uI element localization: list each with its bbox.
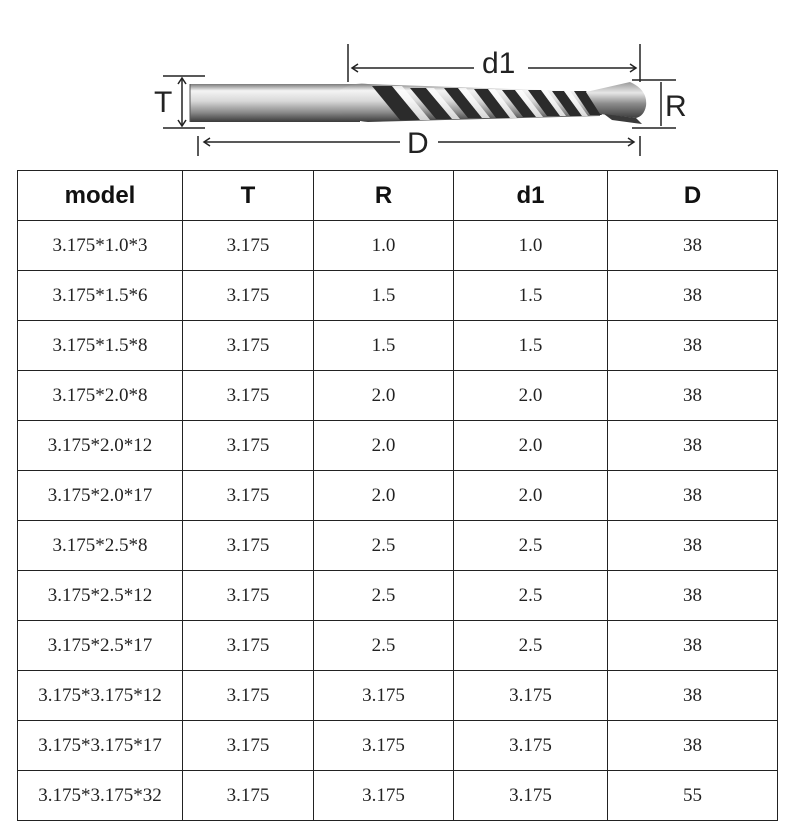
header-d1: d1: [454, 171, 608, 221]
table-row: [18, 571, 778, 621]
cell-d1: 2.0: [454, 471, 608, 521]
cell-r: 2.5: [314, 571, 454, 621]
label-d: D: [407, 127, 429, 160]
table-row: [18, 521, 778, 571]
cell-model: 3.175*1.0*3: [18, 221, 183, 271]
cell-d: 38: [608, 271, 778, 321]
cell-t: 3.175: [183, 571, 314, 621]
header-d: D: [608, 171, 778, 221]
cell-model: 3.175*2.5*8: [18, 521, 183, 571]
table-row: [18, 221, 778, 271]
cell-d1: 1.0: [454, 221, 608, 271]
cell-model: 3.175*2.5*17: [18, 621, 183, 671]
cell-d: 38: [608, 321, 778, 371]
cell-d1: 2.0: [454, 421, 608, 471]
label-d1: d1: [482, 47, 516, 80]
table-row: [18, 321, 778, 371]
cell-d: 38: [608, 421, 778, 471]
table-row: [18, 371, 778, 421]
cell-t: 3.175: [183, 771, 314, 821]
cell-model: 3.175*3.175*12: [18, 671, 183, 721]
cell-model: 3.175*1.5*6: [18, 271, 183, 321]
table-row: [18, 721, 778, 771]
cell-d1: 1.5: [454, 321, 608, 371]
cell-t: 3.175: [183, 221, 314, 271]
cell-t: 3.175: [183, 321, 314, 371]
header-model: model: [18, 171, 183, 221]
cell-d: 38: [608, 621, 778, 671]
cell-d: 38: [608, 371, 778, 421]
cell-d1: 3.175: [454, 771, 608, 821]
cell-d: 55: [608, 771, 778, 821]
table-row: [18, 471, 778, 521]
cell-d1: 3.175: [454, 671, 608, 721]
cell-model: 3.175*2.0*8: [18, 371, 183, 421]
cell-model: 3.175*3.175*17: [18, 721, 183, 771]
cell-d: 38: [608, 671, 778, 721]
cell-d1: 2.0: [454, 371, 608, 421]
cell-r: 3.175: [314, 671, 454, 721]
cell-r: 2.5: [314, 621, 454, 671]
cell-model: 3.175*2.0*12: [18, 421, 183, 471]
table-header-row: [18, 171, 778, 221]
specification-table: [17, 170, 778, 821]
cell-d1: 2.5: [454, 521, 608, 571]
cell-d1: 3.175: [454, 721, 608, 771]
cell-t: 3.175: [183, 621, 314, 671]
cell-r: 2.0: [314, 421, 454, 471]
end-mill-drawing: [0, 0, 800, 170]
cell-d1: 2.5: [454, 571, 608, 621]
cell-r: 3.175: [314, 721, 454, 771]
table-row: [18, 671, 778, 721]
cell-d: 38: [608, 221, 778, 271]
cell-d: 38: [608, 721, 778, 771]
cell-model: 3.175*2.0*17: [18, 471, 183, 521]
cell-r: 2.0: [314, 471, 454, 521]
cell-d: 38: [608, 471, 778, 521]
cell-t: 3.175: [183, 271, 314, 321]
cell-d1: 1.5: [454, 271, 608, 321]
cell-model: 3.175*3.175*32: [18, 771, 183, 821]
cell-t: 3.175: [183, 721, 314, 771]
cell-d1: 2.5: [454, 621, 608, 671]
label-t: T: [154, 86, 173, 119]
table-row: [18, 621, 778, 671]
cell-t: 3.175: [183, 371, 314, 421]
cell-d: 38: [608, 521, 778, 571]
cell-r: 1.0: [314, 221, 454, 271]
cell-r: 2.5: [314, 521, 454, 571]
end-mill-flutes: [340, 82, 646, 124]
cell-model: 3.175*1.5*8: [18, 321, 183, 371]
end-mill-dimension-diagram: [0, 0, 800, 170]
cell-model: 3.175*2.5*12: [18, 571, 183, 621]
cell-t: 3.175: [183, 421, 314, 471]
label-r: R: [665, 90, 687, 123]
cell-r: 3.175: [314, 771, 454, 821]
table-row: [18, 271, 778, 321]
table-row: [18, 771, 778, 821]
cell-t: 3.175: [183, 521, 314, 571]
cell-r: 2.0: [314, 371, 454, 421]
cell-d: 38: [608, 571, 778, 621]
cell-t: 3.175: [183, 671, 314, 721]
table-body: [18, 221, 778, 821]
table-row: [18, 421, 778, 471]
header-r: R: [314, 171, 454, 221]
cell-r: 1.5: [314, 271, 454, 321]
end-mill-shank: [190, 84, 360, 122]
cell-t: 3.175: [183, 471, 314, 521]
header-t: T: [183, 171, 314, 221]
cell-r: 1.5: [314, 321, 454, 371]
